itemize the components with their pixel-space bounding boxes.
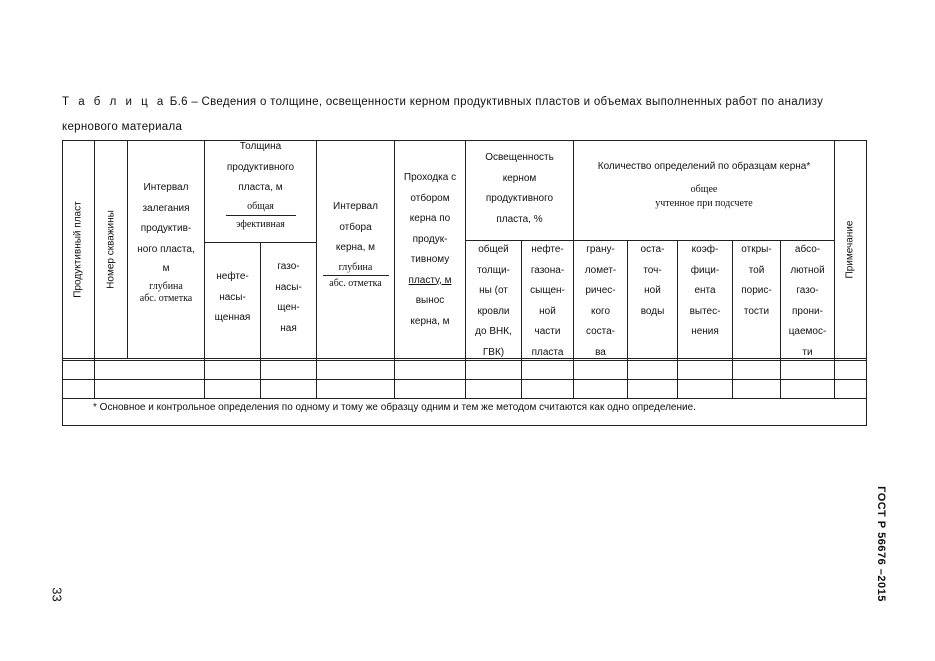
header-coverage-oilgas: нефте- газона- сыщен- ной части пласта [530, 244, 565, 358]
header-note: Примечание [844, 220, 856, 279]
caption-text: Б.6 – Сведения о толщине, освещенности керном продуктивных пластов и объемах выполненных работ по анализу кернового материала [62, 96, 824, 133]
header-count-types: общее учтенное при подсчете [655, 184, 753, 209]
header-well-number: Номер скважины [105, 210, 117, 289]
header-count: Количество определений по образцам керна* [597, 161, 811, 172]
col-divider [94, 140, 95, 399]
header-interval: Интервал залегания продуктив- ного пласта, м [137, 182, 195, 274]
header-sampling-interval: Интервал отбора керна, м [333, 201, 378, 253]
header-count-displacement: коэф- фици- ента вытес- нения [689, 244, 721, 337]
header-count-granulometric: грану- ломет- ричес- кого соста- ва [584, 244, 617, 358]
table-right-border [866, 140, 867, 426]
header-coverage: Освещенность керном продуктивного пласта, % [485, 152, 554, 225]
table-bottom-border [62, 425, 867, 426]
header-thickness-gas: газо- насы- щен- ная [275, 261, 302, 334]
header-sampling-depth: глубина абс. отметка [317, 262, 394, 290]
header-thickness-total: общая эфективная [205, 201, 316, 231]
header-interval-depth: глубина абс. отметка [139, 281, 193, 304]
standard-designation: ГОСТ Р 56676 –2015 [875, 486, 887, 602]
header-count-permeability: абсо- лютной газо- прони- цаемос- ти [788, 244, 827, 358]
header-count-porosity: откры- той порис- тости [741, 244, 772, 317]
caption-label: Т а б л и ц а [62, 96, 167, 108]
header-coverage-total: общей толщи- ны (от кровли до ВНК, ГВК) [475, 244, 512, 358]
header-coring: Проходка с отбором керна по продук- тивному пласту, м вынос керна, м [403, 172, 457, 327]
table-left-border [62, 140, 63, 426]
header-productive-layer: Продуктивный пласт [72, 201, 84, 298]
page-number: 33 [49, 587, 65, 602]
col-divider [834, 140, 835, 399]
table-footnote: * Основное и контрольное определения по одному и тому же образцу одним и тем же методом считаются как одно определение. [93, 402, 696, 413]
header-count-residual-water: оста- точ- ной воды [640, 244, 665, 317]
header-thickness: Толщина продуктивного пласта, м [226, 141, 295, 193]
header-thickness-oil: нефте- насы- щенная [214, 271, 251, 323]
